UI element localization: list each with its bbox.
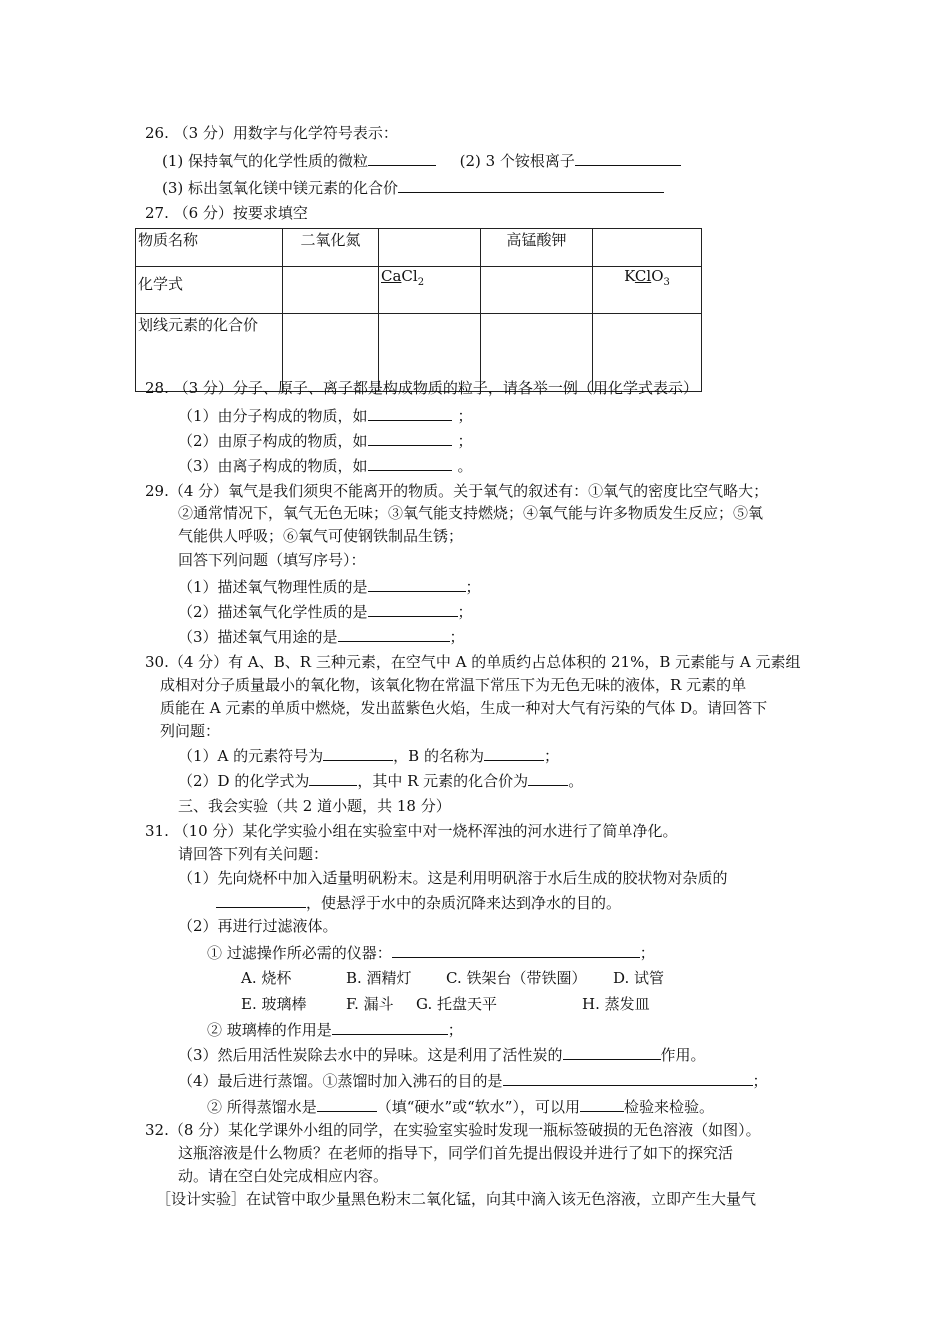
q29-item-2 bbox=[178, 601, 473, 622]
q29-item-2-text: （2）描述氧气化学性质的是 bbox=[178, 603, 368, 621]
answer-blank[interactable] bbox=[332, 1019, 448, 1035]
answer-blank[interactable] bbox=[368, 430, 452, 446]
table-cell[interactable] bbox=[379, 229, 481, 267]
q26-item-3-text: (3) 标出氢氧化镁中镁元素的化合价 bbox=[162, 179, 399, 197]
answer-blank[interactable] bbox=[368, 576, 466, 592]
q31-title: 31. （10 分）某化学实验小组在实验室中对一烧杯浑浊的河水进行了简单净化。 bbox=[145, 822, 678, 840]
row-label: 划线元素的化合价 bbox=[136, 314, 283, 392]
section-heading: 三、我会实验（共 2 道小题，共 18 分） bbox=[178, 797, 451, 815]
punct: ； bbox=[449, 628, 465, 646]
q31-p3-text: （3）然后用活性炭除去水中的异味。这是利用了活性炭的 bbox=[178, 1046, 563, 1064]
q30-item-1-text-b: ，B 的名称为 bbox=[393, 747, 484, 765]
punct: ； bbox=[457, 432, 473, 450]
q31-p2-sub-1-text: ① 过滤操作所必需的仪器： bbox=[207, 944, 392, 962]
punct: 。 bbox=[568, 772, 584, 790]
row-label: 化学式 bbox=[136, 267, 283, 314]
q29-prompt: 回答下列问题（填写序号）： bbox=[178, 551, 366, 569]
q28-item-2-text: （2）由原子构成的物质，如 bbox=[178, 432, 368, 450]
underlined-element: Ca bbox=[381, 267, 402, 285]
punct: ； bbox=[447, 1021, 463, 1039]
formula-cacl2 bbox=[379, 267, 481, 314]
q31-p2-sub-2 bbox=[207, 1019, 463, 1040]
q30-line-3: 质能在 A 元素的单质中燃烧，发出蓝紫色火焰，生成一种对大气有污染的气体 D。请回答下 bbox=[160, 699, 768, 717]
subscript: 3 bbox=[663, 277, 670, 288]
q31-prompt: 请回答下列有关问题： bbox=[178, 845, 329, 863]
table-cell[interactable] bbox=[481, 267, 593, 314]
q31-option-b: B. 酒精灯 bbox=[346, 969, 412, 987]
q29-item-3-text: （3）描述氧气用途的是 bbox=[178, 628, 338, 646]
q27-table bbox=[135, 228, 702, 392]
punct: ； bbox=[457, 407, 473, 425]
q31-p2-sub-1 bbox=[207, 942, 655, 963]
q31-p3 bbox=[178, 1044, 706, 1065]
answer-blank[interactable] bbox=[484, 745, 544, 761]
q30-line-4: 列问题： bbox=[160, 722, 221, 740]
q30-item-1 bbox=[178, 745, 559, 766]
row-label: 物质名称 bbox=[136, 229, 283, 267]
q31-option-h: H. 蒸发皿 bbox=[582, 995, 650, 1013]
q28-item-1-text: （1）由分子构成的物质，如 bbox=[178, 407, 368, 425]
q32-line-2: 这瓶溶液是什么物质？在老师的指导下，同学们首先提出假设并进行了如下的探究活 bbox=[178, 1144, 734, 1162]
q31-p2-sub-2-text: ② 玻璃棒的作用是 bbox=[207, 1021, 332, 1039]
subscript: 2 bbox=[417, 277, 425, 288]
table-cell: 高锰酸钾 bbox=[481, 229, 593, 267]
answer-blank[interactable] bbox=[580, 1096, 624, 1112]
answer-blank[interactable] bbox=[575, 150, 681, 166]
formula-kclo3 bbox=[593, 267, 702, 314]
q31-option-d: D. 试管 bbox=[613, 969, 665, 987]
punct: ； bbox=[465, 578, 481, 596]
q31-p4-sub-2-text-c: 检验来检验。 bbox=[623, 1098, 714, 1116]
answer-blank[interactable] bbox=[392, 942, 640, 958]
answer-blank[interactable] bbox=[216, 892, 306, 908]
punct: ； bbox=[639, 944, 655, 962]
answer-blank[interactable] bbox=[368, 455, 452, 471]
answer-blank[interactable] bbox=[368, 601, 458, 617]
table-cell[interactable] bbox=[283, 267, 379, 314]
q31-option-c: C. 铁架台（带铁圈） bbox=[446, 969, 587, 987]
q26-item-2-text: (2) 3 个铵根离子 bbox=[459, 152, 575, 170]
punct: ； bbox=[543, 747, 559, 765]
answer-blank[interactable] bbox=[563, 1044, 661, 1060]
answer-blank[interactable] bbox=[309, 770, 357, 786]
q30-item-2-text: （2）D 的化学式为 bbox=[178, 772, 310, 790]
q31-p1-line-2-text: ，使悬浮于水中的杂质沉降来达到净水的目的。 bbox=[306, 894, 622, 912]
answer-blank[interactable] bbox=[317, 1096, 377, 1112]
q31-p3-text-b: 作用。 bbox=[660, 1046, 706, 1064]
answer-blank[interactable] bbox=[338, 626, 450, 642]
formula-part: Cl bbox=[401, 267, 418, 285]
q29-item-3 bbox=[178, 626, 465, 647]
q31-option-e: E. 玻璃棒 bbox=[241, 995, 307, 1013]
answer-blank[interactable] bbox=[503, 1070, 753, 1086]
q31-option-a: A. 烧杯 bbox=[241, 969, 292, 987]
q27-title: 27. （6 分）按要求填空 bbox=[145, 204, 308, 222]
q31-p4-sub-2 bbox=[207, 1096, 714, 1117]
q29-line-2: ②通常情况下，氧气无色无味；③氧气能支持燃烧；④氧气能与许多物质发生反应；⑤氧 bbox=[178, 504, 764, 522]
q30-item-1-text: （1）A 的元素符号为 bbox=[178, 747, 324, 765]
q32-line-4: ［设计实验］在试管中取少量黑色粉末二氧化锰，向其中滴入该无色溶液，立即产生大量气 bbox=[156, 1190, 757, 1208]
q31-option-g: G. 托盘天平 bbox=[416, 995, 497, 1013]
table-cell: 二氧化氮 bbox=[283, 229, 379, 267]
q28-title: 28. （3 分）分子、原子、离子都是构成物质的粒子，请各举一例（用化学式表示） bbox=[145, 379, 698, 397]
q31-p4-sub-2-text-b: （填“硬水”或“软水”），可以用 bbox=[376, 1098, 580, 1116]
q26-item-1-text: (1) 保持氧气的化学性质的微粒 bbox=[162, 152, 369, 170]
q31-p4-sub-2-text: ② 所得蒸馏水是 bbox=[207, 1098, 317, 1116]
q32-line-3: 动。请在空白处完成相应内容。 bbox=[178, 1167, 389, 1185]
q30-item-2-text-b: ，其中 R 元素的化合价为 bbox=[357, 772, 529, 790]
q28-item-1 bbox=[178, 405, 473, 426]
q31-option-f: F. 漏斗 bbox=[346, 995, 394, 1013]
answer-blank[interactable] bbox=[398, 177, 664, 193]
q26-title: 26. （3 分）用数字与化学符号表示： bbox=[145, 124, 398, 142]
answer-blank[interactable] bbox=[323, 745, 393, 761]
q29-line-1: 29.（4 分）氧气是我们须臾不能离开的物质。关于氧气的叙述有：①氧气的密度比空气略大； bbox=[145, 482, 769, 500]
answer-blank[interactable] bbox=[528, 770, 568, 786]
q29-item-1 bbox=[178, 576, 481, 597]
q26-item-1 bbox=[162, 150, 681, 171]
table-cell[interactable] bbox=[593, 229, 702, 267]
answer-blank[interactable] bbox=[368, 150, 436, 166]
q31-p4 bbox=[178, 1070, 768, 1091]
q28-item-3 bbox=[178, 455, 473, 476]
answer-blank[interactable] bbox=[368, 405, 452, 421]
q28-item-2 bbox=[178, 430, 473, 451]
q32-line-1: 32.（8 分）某化学课外小组的同学，在实验室实验时发现一瓶标签破损的无色溶液（如图）。 bbox=[145, 1121, 761, 1139]
q30-item-2 bbox=[178, 770, 583, 791]
underlined-element: Cl bbox=[634, 267, 652, 285]
q26-item-3 bbox=[162, 177, 664, 198]
q30-line-1: 30.（4 分）有 A、B、R 三种元素，在空气中 A 的单质约占总体积的 21%，B 元素能与 A 元素组 bbox=[145, 653, 801, 671]
q31-p2: （2）再进行过滤液体。 bbox=[178, 917, 338, 935]
q29-item-1-text: （1）描述氧气物理性质的是 bbox=[178, 578, 368, 596]
punct: ； bbox=[457, 603, 473, 621]
q31-p4-text: （4）最后进行蒸馏。①蒸馏时加入沸石的目的是 bbox=[178, 1072, 503, 1090]
punct: ； bbox=[752, 1072, 768, 1090]
q28-item-3-text: （3）由离子构成的物质，如 bbox=[178, 457, 368, 475]
q31-p1-line-2 bbox=[216, 892, 621, 913]
formula-part: O bbox=[651, 267, 664, 285]
table-row bbox=[136, 267, 702, 314]
q30-line-2: 成相对分子质量最小的氧化物，该氧化物在常温下常压下为无色无味的液体，R 元素的单 bbox=[160, 676, 747, 694]
table-row bbox=[136, 229, 702, 267]
punct: 。 bbox=[457, 457, 473, 475]
q29-line-3: 气能供人呼吸；⑥氧气可使钢铁制品生锈； bbox=[178, 527, 464, 545]
formula-part: K bbox=[624, 267, 635, 285]
q31-p1-line-1: （1）先向烧杯中加入适量明矾粉末。这是利用明矾溶于水后生成的胶状物对杂质的 bbox=[178, 869, 728, 887]
